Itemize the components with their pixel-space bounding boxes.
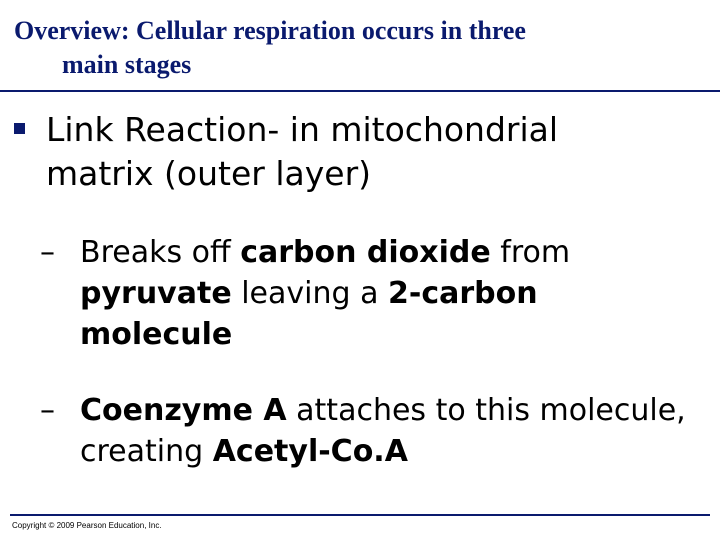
main-bullet-line-2: matrix (outer layer) — [46, 154, 372, 193]
title-divider — [0, 90, 720, 92]
sub-bullet-2-part-2: attaches to this molecule, creating — [80, 393, 686, 469]
square-bullet-icon — [14, 123, 25, 134]
slide-title-line-2: main stages — [62, 50, 192, 79]
main-bullet-line-1: Link Reaction- in mitochondrial — [46, 110, 559, 149]
footer-divider — [10, 514, 710, 516]
sub-bullet-1-part-2: carbon dioxide — [240, 235, 491, 270]
main-bullet — [14, 108, 704, 196]
slide-title — [14, 14, 704, 82]
sub-bullet-1-part-5: leaving a — [231, 276, 388, 311]
sub-bullet-1-part-6: 2-carbon molecule — [80, 276, 538, 352]
sub-bullet-1-part-1: Breaks off — [80, 235, 241, 270]
sub-bullet-1 — [40, 232, 700, 355]
sub-bullet-2 — [40, 390, 700, 472]
sub-bullet-2-part-1: Coenzyme A — [80, 393, 287, 428]
sub-bullet-2-text — [40, 390, 700, 472]
sub-bullet-2-part-3: Acetyl-Co.A — [212, 434, 408, 469]
copyright-footer: Copyright © 2009 Pearson Education, Inc. — [12, 521, 162, 530]
slide-title-line-1: Overview: Cellular respiration occurs in three — [14, 16, 526, 45]
sub-bullet-1-text — [40, 232, 700, 355]
main-bullet-text — [14, 108, 704, 196]
sub-bullet-1-part-4: pyruvate — [80, 276, 232, 311]
dash-bullet-icon: – — [40, 235, 55, 270]
dash-bullet-icon: – — [40, 393, 55, 428]
sub-bullet-1-part-3: from — [490, 235, 571, 270]
